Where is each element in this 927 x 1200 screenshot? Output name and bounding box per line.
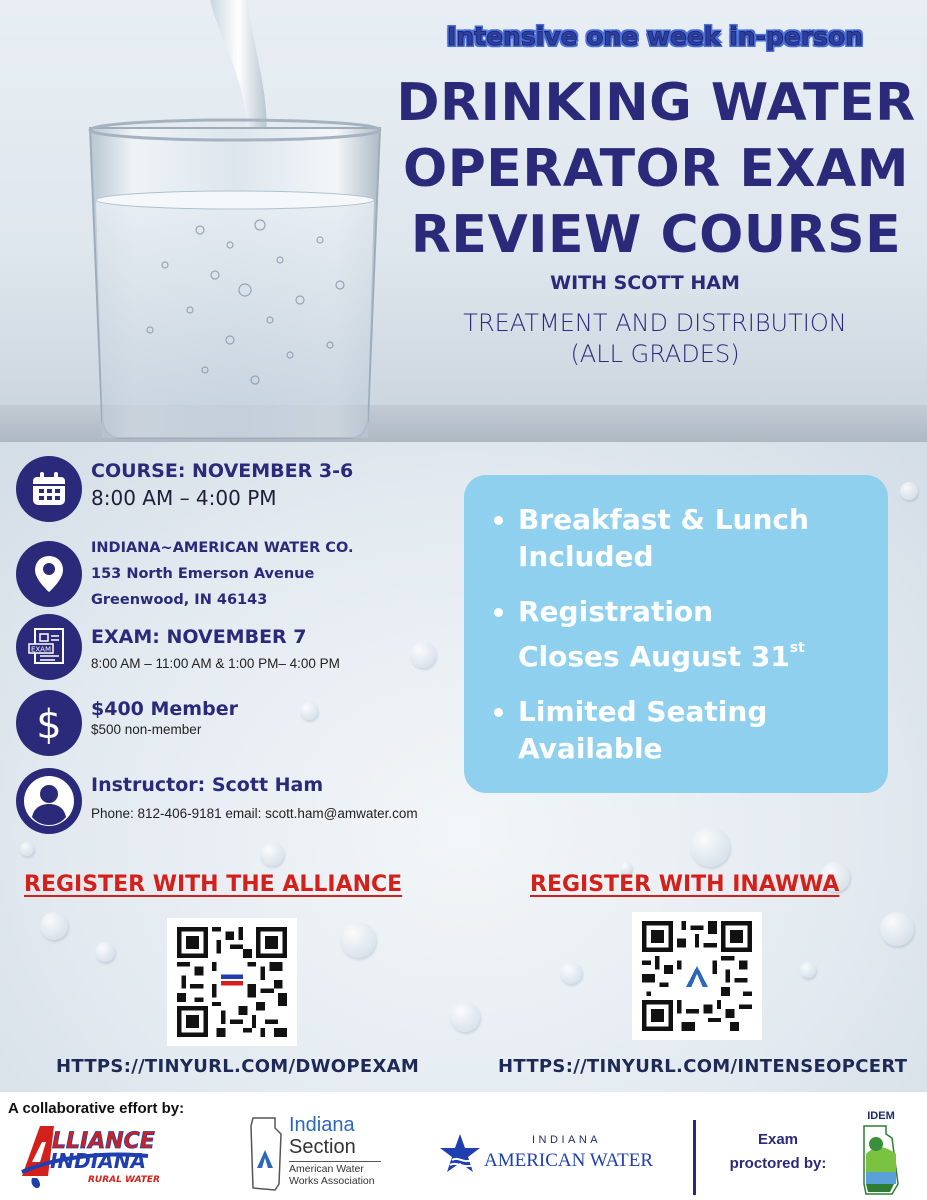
highlight-seating bbox=[494, 693, 868, 767]
course-hours: 8:00 AM – 4:00 PM bbox=[91, 486, 277, 510]
highlight-meals-line-1: Breakfast & Lunch bbox=[518, 503, 809, 536]
register-inawwa-heading[interactable]: REGISTER WITH INAWWA bbox=[530, 872, 840, 897]
footer-divider bbox=[693, 1120, 696, 1195]
highlight-registration-line-2: Closes August 31 bbox=[518, 640, 790, 673]
exam-document-icon bbox=[16, 614, 82, 680]
highlights-box bbox=[464, 475, 888, 793]
course-dates: COURSE: NOVEMBER 3-6 bbox=[91, 460, 354, 482]
course-scope-line-1: TREATMENT AND DISTRIBUTION bbox=[463, 309, 847, 337]
exam-icon-label: EXAM bbox=[30, 645, 52, 654]
water-glass-image bbox=[70, 0, 400, 442]
highlight-seating-line-2: Available bbox=[518, 732, 663, 765]
exam-proctor-line-1: Exam bbox=[757, 1131, 799, 1148]
svg-text:$: $ bbox=[36, 702, 62, 745]
person-icon bbox=[16, 768, 82, 834]
nonmember-price: $500 non-member bbox=[91, 722, 202, 737]
partner-footer bbox=[0, 1092, 927, 1200]
register-alliance-heading[interactable]: REGISTER WITH THE ALLIANCE bbox=[24, 872, 403, 897]
alliance-logo-text: LLIANCE bbox=[52, 1129, 155, 1154]
location-pin-icon bbox=[16, 541, 82, 607]
alliance-qr-code[interactable] bbox=[167, 918, 297, 1046]
indiana-american-water-logo bbox=[438, 1130, 668, 1180]
inawwa-registration-link[interactable]: HTTPS://TINYURL.COM/INTENSEOPCERT bbox=[498, 1056, 908, 1077]
calendar-icon bbox=[16, 456, 82, 522]
collaboration-label: A collaborative effort by: bbox=[8, 1100, 185, 1117]
amwater-logo-name: AMERICAN WATER bbox=[484, 1150, 654, 1171]
dollar-icon bbox=[16, 690, 82, 756]
highlight-seating-line-1: Limited Seating bbox=[518, 695, 768, 728]
exam-proctor-line-2: proctored by: bbox=[729, 1155, 827, 1172]
indiana-section-awwa-logo bbox=[245, 1114, 385, 1198]
alliance-logo-tagline: RURAL WATER bbox=[88, 1175, 160, 1185]
exam-proctor-label bbox=[718, 1128, 838, 1176]
inawwa-qr-code[interactable] bbox=[632, 912, 762, 1040]
course-scope-line-2: (ALL GRADES) bbox=[570, 340, 740, 368]
star-icon bbox=[438, 1132, 482, 1176]
alliance-registration-link[interactable]: HTTPS://TINYURL.COM/DWOPEXAM bbox=[56, 1056, 420, 1077]
venue-city: Greenwood, IN 46143 bbox=[91, 592, 268, 608]
location-row bbox=[16, 535, 353, 613]
venue-street: 153 North Emerson Avenue bbox=[91, 566, 315, 582]
hero-banner bbox=[0, 0, 927, 442]
awwa-logo-name-2: Works Association bbox=[289, 1175, 375, 1187]
highlight-meals-line-2: Included bbox=[518, 540, 654, 573]
idem-logo-text: IDEM bbox=[867, 1110, 895, 1122]
page-title bbox=[385, 70, 927, 268]
instructor-subtitle: WITH SCOTT HAM bbox=[550, 272, 740, 294]
highlight-meals bbox=[494, 501, 868, 575]
amwater-logo-state: INDIANA bbox=[532, 1134, 602, 1146]
highlight-registration-deadline bbox=[494, 593, 868, 675]
highlight-registration-line-1: Registration bbox=[518, 595, 714, 628]
instructor-name: Instructor: Scott Ham bbox=[91, 774, 324, 796]
alliance-indiana-rural-water-logo bbox=[18, 1122, 186, 1190]
course-format-subheading: Intensive one week in-person bbox=[447, 22, 863, 51]
course-dates-row bbox=[16, 456, 353, 522]
instructor-row bbox=[16, 768, 418, 834]
instructor-contact: Phone: 812-406-9181 email: scott.ham@amwater.com bbox=[91, 806, 418, 821]
title-line-3: REVIEW COURSE bbox=[410, 205, 902, 265]
exam-date: EXAM: NOVEMBER 7 bbox=[91, 626, 307, 648]
course-scope bbox=[420, 308, 890, 370]
awwa-logo-indiana: Indiana bbox=[289, 1114, 355, 1136]
venue-name: INDIANA~AMERICAN WATER CO. bbox=[91, 540, 354, 556]
exam-row bbox=[16, 614, 340, 680]
ordinal-suffix: st bbox=[789, 640, 805, 656]
awwa-logo-name-1: American Water bbox=[289, 1163, 364, 1175]
price-row bbox=[16, 690, 238, 756]
alliance-logo-state: INDIANA bbox=[50, 1149, 146, 1173]
title-line-1: DRINKING WATER bbox=[396, 73, 916, 133]
exam-hours: 8:00 AM – 11:00 AM & 1:00 PM– 4:00 PM bbox=[91, 656, 340, 671]
awwa-logo-section: Section bbox=[289, 1136, 356, 1158]
member-price: $400 Member bbox=[91, 698, 238, 720]
title-line-2: OPERATOR EXAM bbox=[402, 139, 909, 199]
idem-logo bbox=[856, 1110, 906, 1198]
